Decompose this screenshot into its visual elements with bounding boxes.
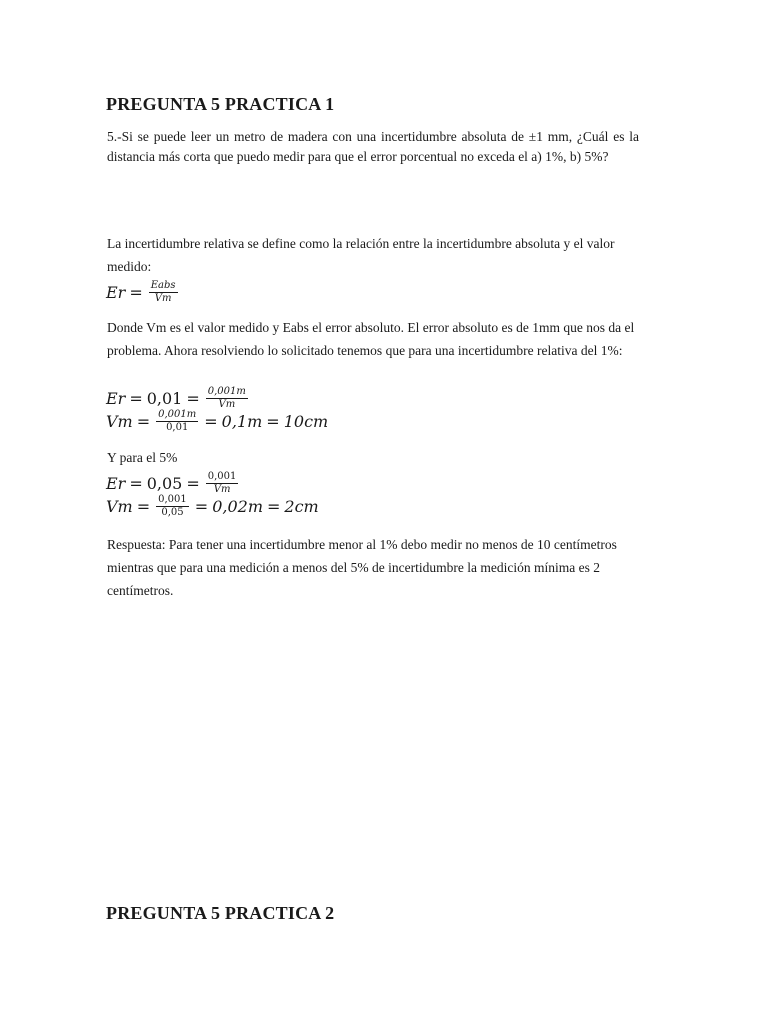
equation-vm-1-percent [106,410,328,433]
y-para-label: Y para el 5% [107,450,178,465]
eq-lhs: Er [106,389,126,408]
equals-sign: = [204,412,218,431]
heading-practica-2: PREGUNTA 5 PRACTICA 2 [106,903,335,923]
equation-er-1-percent [106,387,250,410]
fraction-denominator: Vm [154,293,172,304]
fraction-denominator: Vm [213,484,231,495]
eq-lhs: Vm [106,412,133,431]
fraction [149,281,178,304]
equals-sign: = [129,389,143,408]
equation-vm-5-percent [106,495,319,518]
eq-value: 0,01 [146,389,183,408]
formula-relative-error [106,281,180,304]
eq-value: 0,05 [146,474,183,493]
fraction-numerator: 0,001 [158,494,187,505]
eq-result: 0,1m [221,412,263,431]
eq-lhs: Er [106,474,126,493]
fraction-numerator: 0,001m [207,386,246,397]
heading-practica-1: PREGUNTA 5 PRACTICA 1 [106,94,335,114]
equals-sign: = [129,474,143,493]
fraction [156,410,198,433]
explanation-paragraph: Donde Vm es el valor medido y Eabs el error absoluto. El error absoluto es de 1mm que nos da el problema. Ahora resolviendo lo solicitado tenemos que para una incertidumbre relativa del 1%: [107,320,635,358]
equals-sign: = [266,412,280,431]
equals-sign: = [186,474,200,493]
equals-sign: = [186,389,200,408]
question-text: 5.-Si se puede leer un metro de madera con una incertidumbre absoluta de ±1 mm, ¿Cuál es la distancia más corta que puedo medir para que el error porcentual no exceda el a) 1%, b) 5%? [107,129,639,164]
equals-sign: = [129,283,143,302]
equals-sign: = [194,497,209,516]
eq-result: 10cm [283,412,329,431]
fraction [206,387,248,410]
fraction [156,495,189,518]
intro-paragraph: La incertidumbre relativa se define como la relación entre la incertidumbre absoluta y el valor medido: [107,236,615,274]
fraction-denominator: 0,01 [166,422,189,433]
formula-lhs: Er [106,283,126,302]
fraction-denominator: Vm [218,399,236,410]
equation-er-5-percent [106,472,240,495]
equals-sign: = [136,497,151,516]
fraction [206,472,239,495]
fraction-denominator: 0,05 [161,507,184,518]
eq-result: 0,02m [212,497,263,516]
fraction-numerator: Eabs [150,280,176,291]
equals-sign: = [266,497,281,516]
fraction-numerator: 0,001m [158,409,197,420]
eq-result: 2cm [284,497,319,516]
fraction-numerator: 0,001 [207,471,237,482]
eq-lhs: Vm [106,497,133,516]
answer-paragraph: Respuesta: Para tener una incertidumbre menor al 1% debo medir no menos de 10 centímetros mientras que para una medición a menos del 5% de incertidumbre la medición mínima es 2 centímetros. [107,537,617,598]
equals-sign: = [136,412,151,431]
